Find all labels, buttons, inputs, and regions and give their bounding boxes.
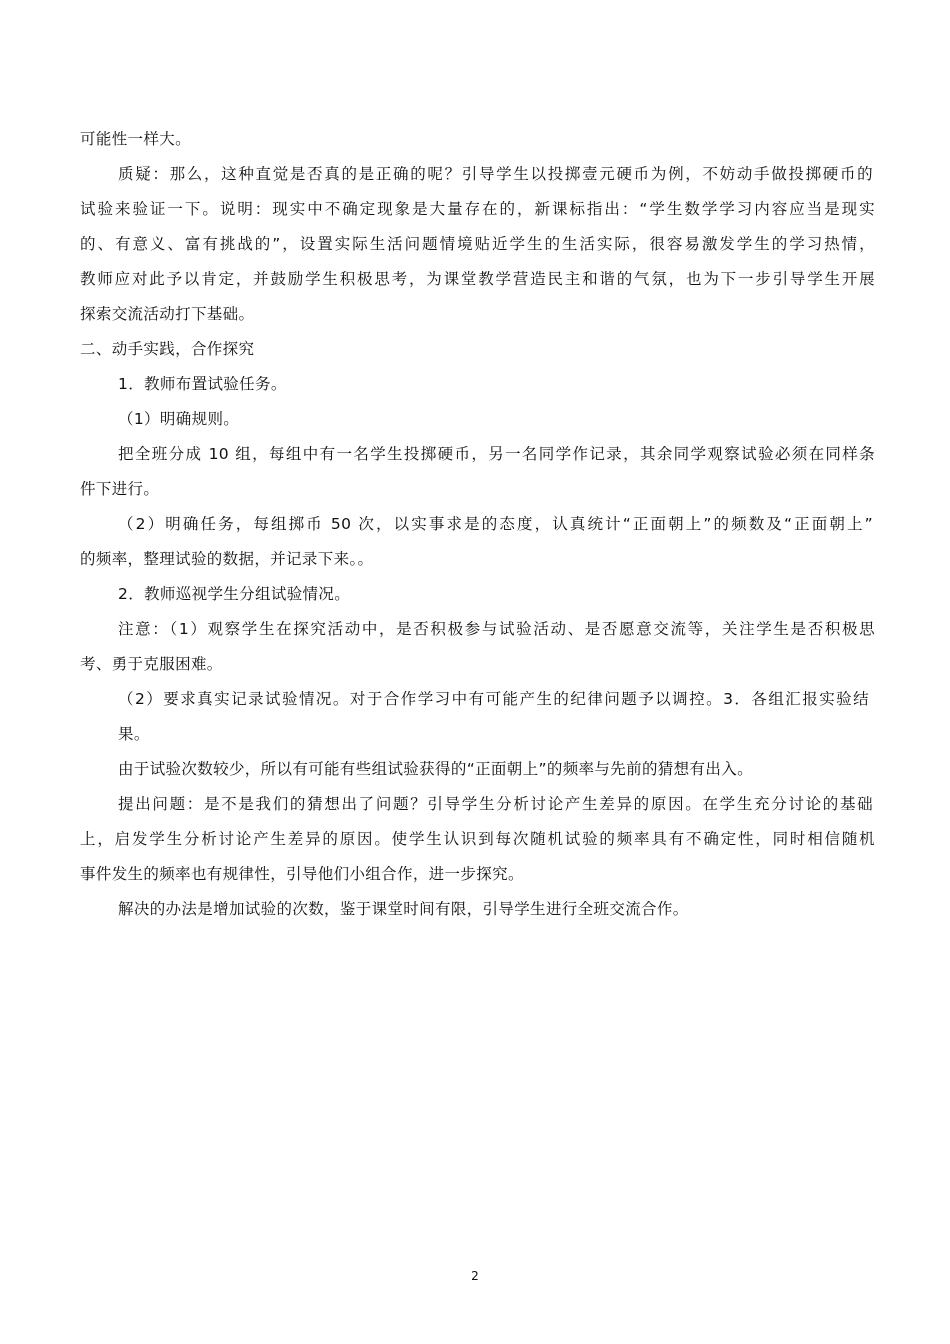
list-item: 2．教师巡视学生分组试验情况。 bbox=[118, 585, 351, 603]
paragraph-line: 注意：（1）观察学生在探究活动中，是否积极参与试验活动、是否愿意交流等，关注学生是否积极思 bbox=[118, 620, 875, 638]
paragraph-line: 解决的办法是增加试验的次数，鉴于课堂时间有限，引导学生进行全班交流合作。 bbox=[118, 900, 689, 918]
page-number: 2 bbox=[471, 1269, 479, 1283]
paragraph-line: 探索交流活动打下基础。 bbox=[80, 305, 255, 323]
paragraph-line: 试验来验证一下。说明：现实中不确定现象是大量存在的，新课标指出：“学生数学学习内容应当是现实 bbox=[80, 200, 875, 218]
paragraph-line: 质疑：那么，这种直觉是否真的是正确的呢？引导学生以投掷壹元硬币为例，不妨动手做投掷硬币的 bbox=[118, 165, 873, 183]
paragraph-line: 上，启发学生分析讨论产生差异的原因。使学生认识到每次随机试验的频率具有不确定性，同时相信随机 bbox=[80, 830, 875, 848]
paragraph-line: 教师应对此予以肯定，并鼓励学生积极思考，为课堂教学营造民主和谐的气氛，也为下一步引导学生开展 bbox=[80, 270, 875, 288]
paragraph-line: 果。 bbox=[118, 725, 150, 743]
paragraph-line: （2）要求真实记录试验情况。对于合作学习中有可能产生的纪律问题予以调控。3．各组汇报实验结 bbox=[118, 690, 869, 708]
section-heading: 二、动手实践，合作探究 bbox=[80, 340, 255, 358]
paragraph-line: 事件发生的频率也有规律性，引导他们小组合作，进一步探究。 bbox=[80, 865, 524, 883]
paragraph-line: 把全班分成 10 组，每组中有一名学生投掷硬币，另一名同学作记录，其余同学观察试验必须在同样条 bbox=[118, 445, 875, 463]
paragraph-line: 可能性一样大。 bbox=[80, 130, 191, 148]
paragraph-line: （2）明确任务，每组掷币 50 次，以实事求是的态度，认真统计“正面朝上”的频数及“正面朝上” bbox=[118, 515, 873, 533]
list-item: 1．教师布置试验任务。 bbox=[118, 375, 287, 393]
paragraph-line: 的频率，整理试验的数据，并记录下来。。 bbox=[80, 550, 374, 568]
paragraph-line: 的、有意义、富有挑战的”，设置实际生活问题情境贴近学生的生活实际，很容易激发学生的学习热情， bbox=[80, 235, 875, 253]
paragraph-line: 提出问题：是不是我们的猜想出了问题？引导学生分析讨论产生差异的原因。在学生充分讨论的基础 bbox=[118, 795, 873, 813]
list-item: （1）明确规则。 bbox=[118, 410, 240, 428]
paragraph-line: 由于试验次数较少，所以有可能有些组试验获得的“正面朝上”的频率与先前的猜想有出入。 bbox=[118, 760, 753, 778]
paragraph-line: 件下进行。 bbox=[80, 480, 160, 498]
paragraph-line: 考、勇于克服困难。 bbox=[80, 655, 223, 673]
